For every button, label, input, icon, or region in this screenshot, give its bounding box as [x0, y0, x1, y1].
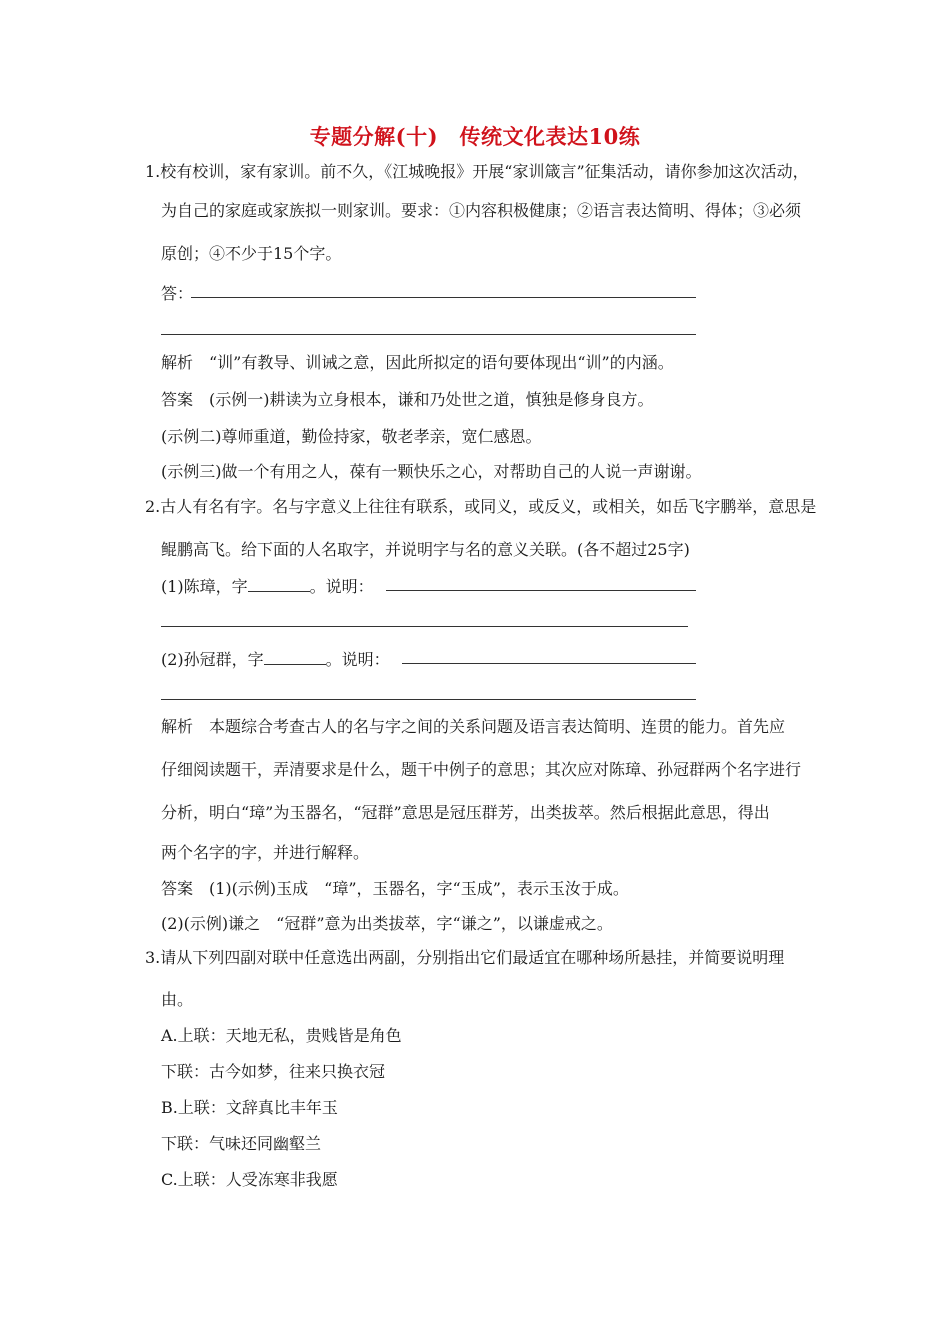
q2-item-2-explain-line[interactable] — [402, 663, 696, 664]
q1-stem-line-1: 1.校有校训，家有家训。前不久，《江城晚报》开展“家训箴言”征集活动，请你参加这次活动， — [145, 162, 809, 181]
q2-item-1-continuation-line[interactable] — [161, 626, 688, 627]
q1-answer-line-1[interactable] — [191, 297, 696, 298]
q3-couplet-b-lower: 下联：气味还同幽壑兰 — [161, 1134, 322, 1153]
q1-stem-line-3: 原创；④不少于15个字。 — [161, 244, 342, 263]
q1-analysis: 解析 “训”有教导、训诫之意，因此所拟定的语句要体现出“训”的内涵。 — [161, 353, 674, 372]
q2-item-2-zi-blank[interactable] — [264, 649, 326, 665]
q3-couplet-a-lower: 下联：古今如梦，往来只换衣冠 — [161, 1062, 386, 1081]
q2-item-1-explain-line[interactable] — [386, 590, 696, 591]
q2-analysis-line-4: 两个名字的字，并进行解释。 — [161, 843, 370, 862]
q1-answer-2: (示例二)尊师重道，勤俭持家，敬老孝亲，宽仁感恩。 — [161, 427, 542, 446]
q1-answer-3: (示例三)做一个有用之人，葆有一颗快乐之心，对帮助自己的人说一声谢谢。 — [161, 462, 702, 481]
q2-stem-line-2: 鲲鹏高飞。给下面的人名取字，并说明字与名的意义关联。(各不超过25字) — [161, 540, 690, 559]
q2-item-2-explain-label: 。说明： — [325, 650, 390, 669]
q1-answer-line-2[interactable] — [161, 334, 696, 335]
q2-analysis-line-1: 解析 本题综合考查古人的名与字之间的关系问题及语言表达简明、连贯的能力。首先应 — [161, 717, 786, 736]
q1-stem-line-2: 为自己的家庭或家族拟一则家训。要求：①内容积极健康；②语言表达简明、得体；③必须 — [161, 201, 802, 220]
q2-answer-1: 答案 (1)(示例)玉成 “璋”，玉器名，字“玉成”，表示玉汝于成。 — [161, 879, 629, 898]
q1-answer-1: 答案 (示例一)耕读为立身根本，谦和乃处世之道，慎独是修身良方。 — [161, 390, 654, 409]
q2-answer-2: (2)(示例)谦之 “冠群”意为出类拔萃，字“谦之”，以谦虚戒之。 — [161, 914, 613, 933]
q1-answer-prompt: 答： — [161, 284, 194, 303]
q2-item-1-explain-label: 。说明： — [309, 577, 374, 596]
q2-item-1-name: (1)陈璋，字 — [161, 577, 248, 596]
q2-item-2-name: (2)孙冠群，字 — [161, 650, 264, 669]
q2-analysis-line-2: 仔细阅读题干，弄清要求是什么，题干中例子的意思；其次应对陈璋、孙冠群两个名字进行 — [161, 760, 802, 779]
q3-couplet-a-upper: A.上联：天地无私，贵贱皆是角色 — [161, 1026, 402, 1045]
q3-couplet-b-upper: B.上联：文辞真比丰年玉 — [161, 1098, 338, 1117]
q2-item-1 — [161, 576, 374, 598]
q3-stem-line-2: 由。 — [161, 990, 194, 1009]
q2-stem-line-1: 2.古人有名有字。名与字意义上往往有联系，或同义，或反义，或相关，如岳飞字鹏举，意思是 — [145, 497, 817, 516]
q2-item-2 — [161, 649, 390, 671]
q2-analysis-line-3: 分析，明白“璋”为玉器名，“冠群”意思是冠压群芳，出类拔萃。然后根据此意思，得出 — [161, 803, 770, 822]
q2-item-1-zi-blank[interactable] — [248, 576, 310, 592]
q2-item-2-continuation-line[interactable] — [161, 699, 696, 700]
q3-stem-line-1: 3.请从下列四副对联中任意选出两副，分别指出它们最适宜在哪种场所悬挂，并简要说明理 — [145, 948, 785, 967]
q3-couplet-c-upper: C.上联：人受冻寒非我愿 — [161, 1170, 338, 1189]
page-title: 专题分解(十) 传统文化表达10练 — [309, 124, 641, 149]
